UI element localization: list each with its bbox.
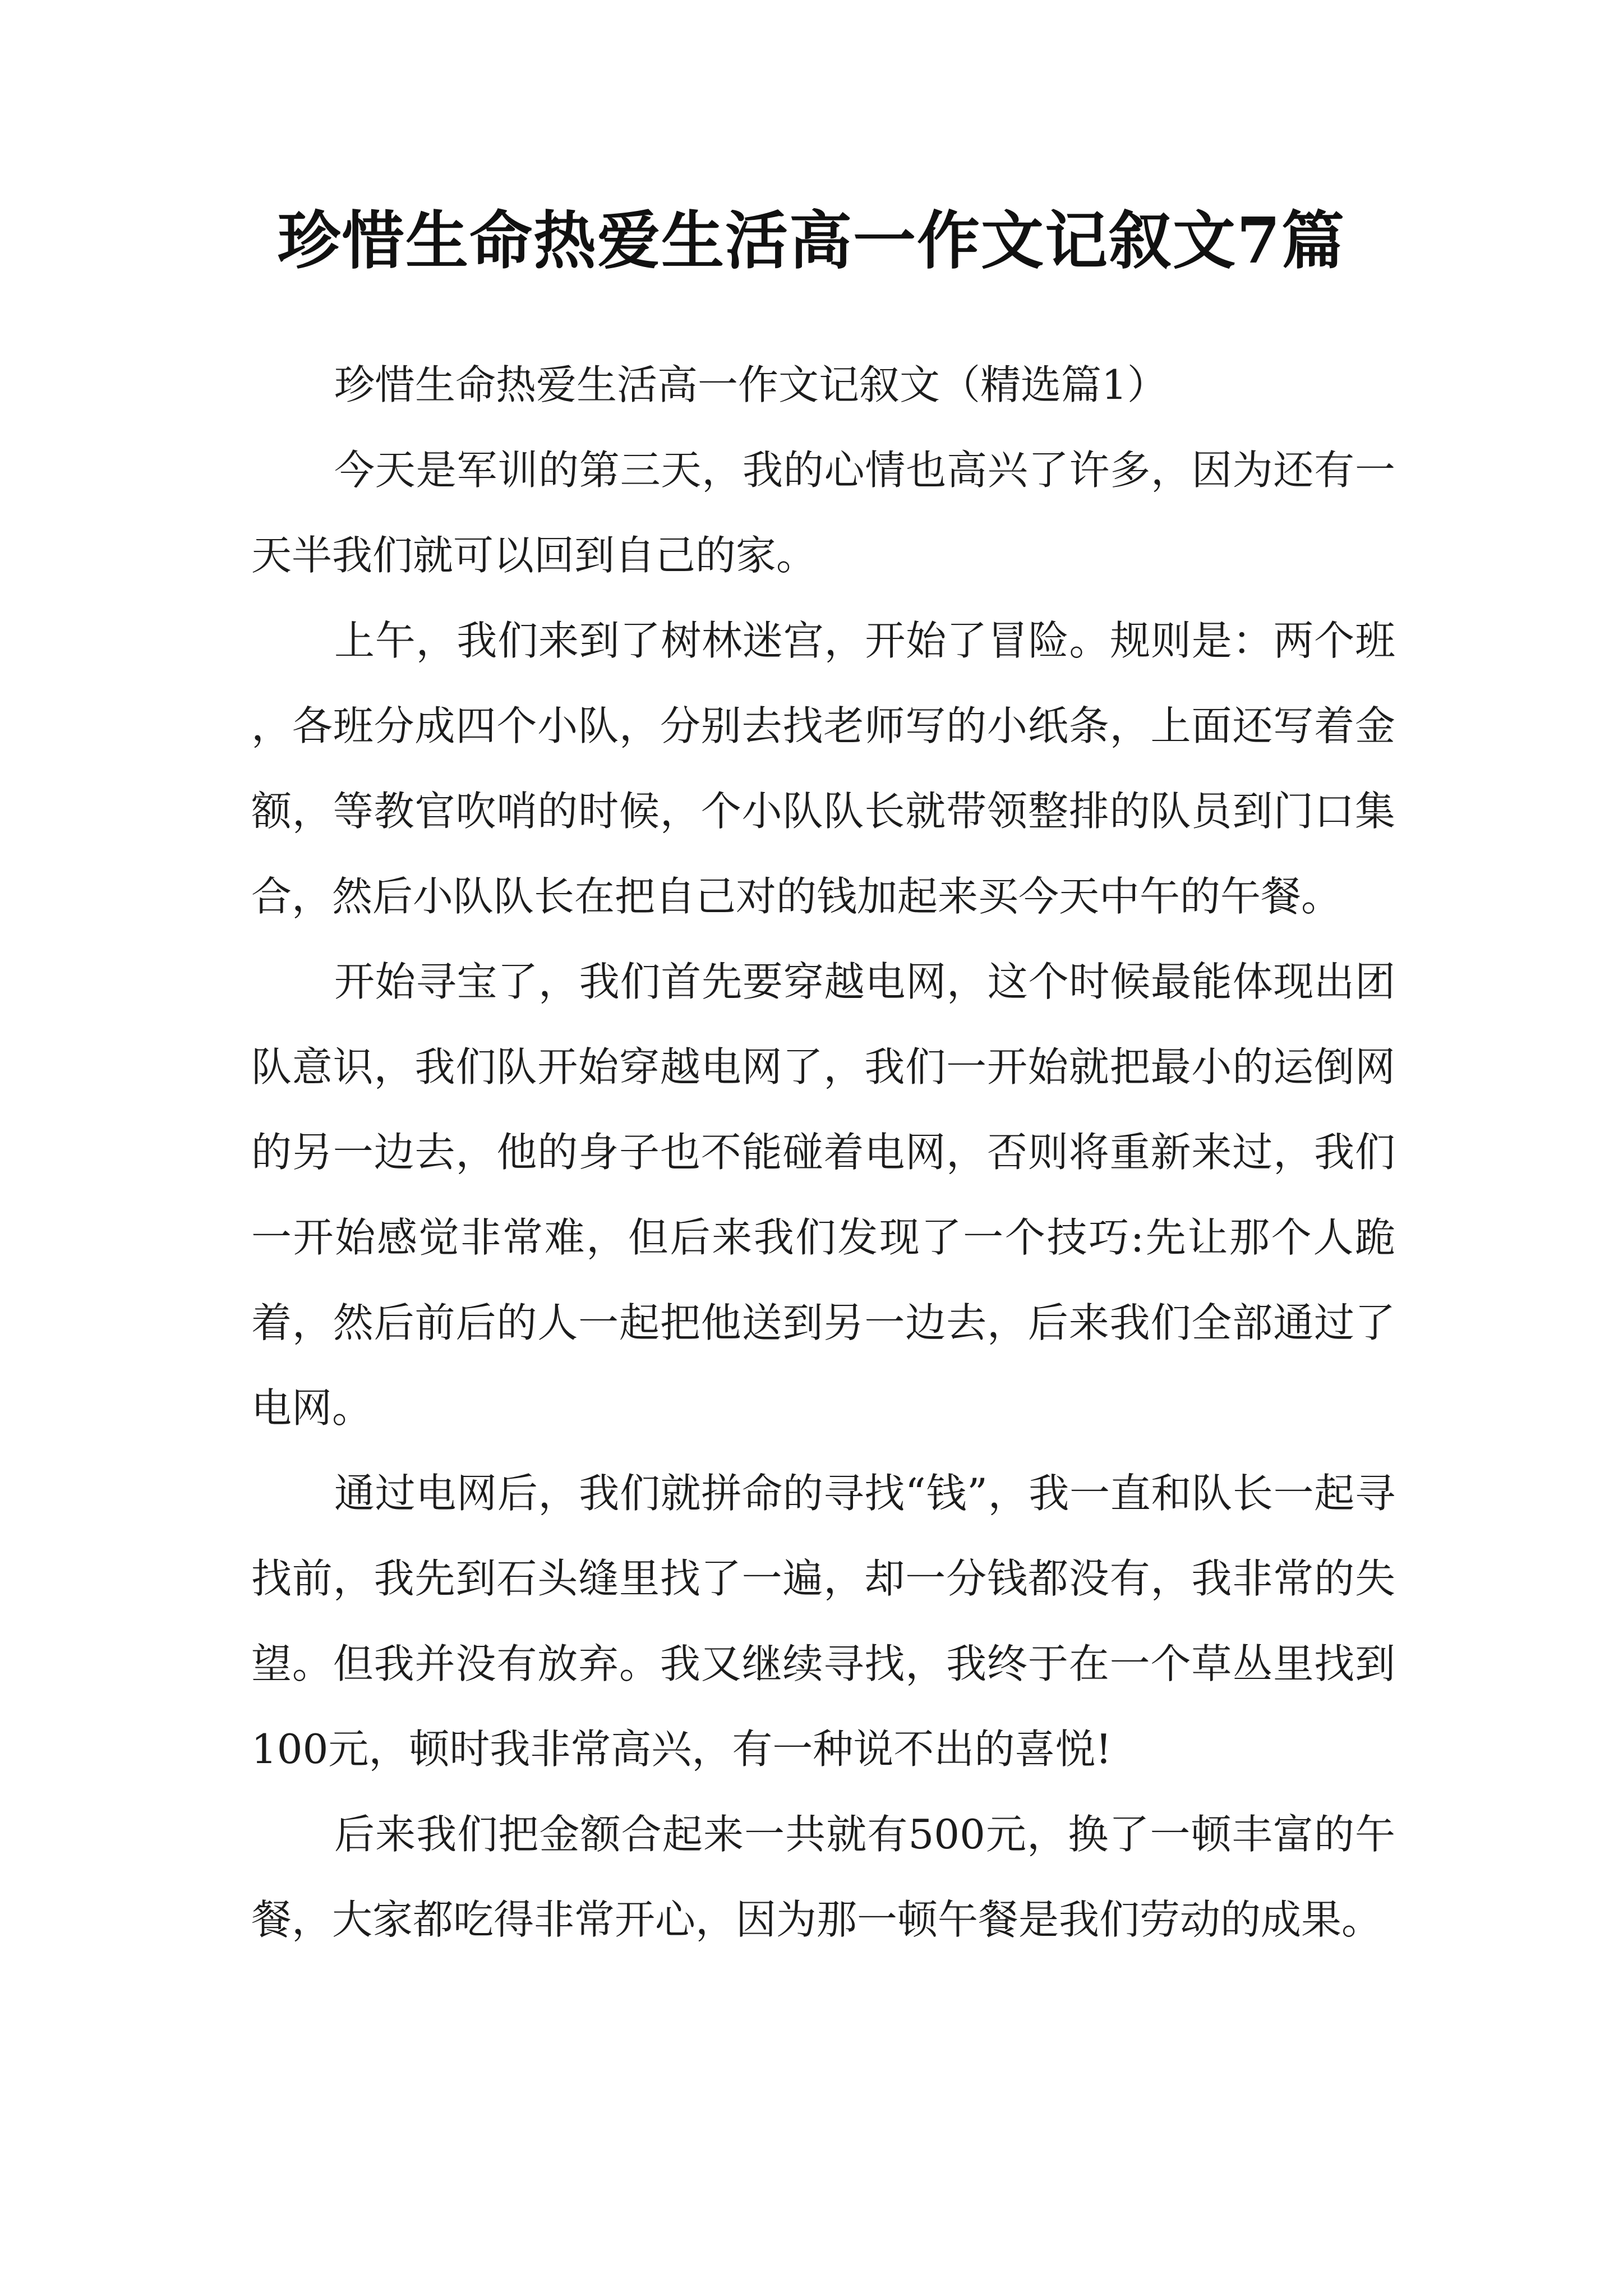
document-title: 珍惜生命热爱生活高一作文记叙文7篇 [278,204,1345,278]
paragraph: 通过电网后，我们就拼命的寻找“钱”，我一直和队长一起寻找前，我先到石头缝里找了一遍，却一分钱都没有，我非常的失望。但我并没有放弃。我又继续寻找，我终于在一个草丛里找到100元，顿时我非常高兴，有一种说不出的喜悦! [251,1470,1395,1773]
document-body [251,342,1395,1962]
paragraph: 今天是军训的第三天，我的心情也高兴了许多，因为还有一天半我们就可以回到自己的家。 [251,447,1395,579]
paragraph: 上午，我们来到了树林迷宫，开始了冒险。规则是：两个班，各班分成四个小队，分别去找老师写的小纸条，上面还写着金额，等教官吹哨的时候，个小队队长就带领整排的队员到门口集合，然后小队队长在把自己对的钱加起来买今天中午的午餐。 [251,617,1395,920]
paragraph: 后来我们把金额合起来一共就有500元，换了一顿丰富的午餐，大家都吃得非常开心，因为那一顿午餐是我们劳动的成果。 [251,1811,1395,1943]
section-heading: 珍惜生命热爱生活高一作文记叙文（精选篇1） [334,361,1168,408]
paragraph: 开始寻宝了，我们首先要穿越电网，这个时候最能体现出团队意识，我们队开始穿越电网了，我们一开始就把最小的运倒网的另一边去，他的身子也不能碰着电网，否则将重新来过，我们一开始感觉非常难，但后来我们发现了一个技巧:先让那个人跪着，然后前后的人一起把他送到另一边去，后来我们全部通过了电网。 [251,958,1395,1432]
